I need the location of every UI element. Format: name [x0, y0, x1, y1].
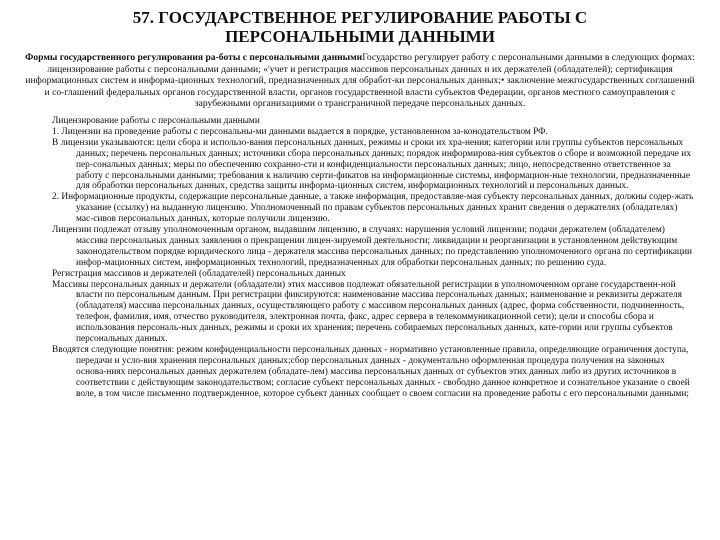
- intro-bold-lead: Формы государственного регулирования ра-боты с персональными данными: [25, 52, 363, 63]
- paragraph-info-products: 2. Информационные продукты, содержащие персональные данные, а также информация, предоставляе-мая субъекту персональных данных, должны содер-жать указание (ссылку) на выданную лицензию. Уполномоченный по правам субъектов персональных данных хранит сведения о держателях (обладателях) мас-сивов персональных данных, которые получили лицензию.: [52, 192, 694, 225]
- body-text: [52, 116, 696, 400]
- paragraph-license-revocation: Лицензии подлежат отзыву уполномоченным органом, выдавшим лицензию, в случаях: нарушения условий лицензии; подачи держателем (обладателем) массива персональных данных заявления о прекращении лицен-зируемой деятельности; ликвидации и реорганизации в установленном действующим законодательством порядке юридического лица - держателя массива персональных данных; по представлению уполномоченного органа по сертификации инфор-мационных систем, информационных технологий, предназначенных для обработки персональных данных; по решению суда.: [52, 225, 692, 268]
- paragraph-definitions: Вводятся следующие понятия: режим конфиденциальности персональных данных - нормативно установленные правила, определяющие ограничения доступа, передачи и усло-вия хранения персональных данных;сбор персональных данных - документально оформленная процедура получения на законных основа-ниях персональных данных держателем (обладате-лем) массива персональных данных от субъектов этих данных либо из других источников в соответствии с действующим законодательством; согласие субъект персональных данных - свободно данное конкретное и сознательное указание о своей воле, в том числе письменно подтвержденное, которое субъект данных сообщает о своем согласии на проведение работы с его персональными данными;: [52, 345, 690, 399]
- section-heading-licensing: Лицензирование работы с персональными данными: [52, 115, 260, 126]
- section-heading-registration: Регистрация массивов и держателей (обладателей) персональных данных: [52, 268, 346, 279]
- paragraph-registration: Массивы персональных данных и держатели (обладатели) этих массивов подлежат обязательной регистрации в уполномоченном органе государственн-ной власти по персональным данным. При регистрации фиксируются: наименование массива персональных данных; наименование и реквизиты держателя (обладателя) массива персональных данных, осуществляющего работу с массивом персональных данных (адрес, форма собственности, подчиненность, телефон, фамилия, имя, отчество руководителя, электронная почта, факс, адрес сервера в телекоммуникационной сети); цели и способы сбора и использования персональ-ных данных, режимы и сроки их хранения; перечень собираемых персональных данных, кате-гории или группы субъектов персональных данных.: [52, 279, 685, 345]
- paragraph-license-issuance: 1. Лицензии на проведение работы с персональны-ми данными выдается в порядке, установленном за-конодательством РФ.: [52, 126, 548, 137]
- paragraph-license-contents: В лицензии указываются: цели сбора и использо-вания персональных данных, режимы и сроки их хра-нения; категории или группы субъектов персональных данных; перечень персональных данных; источники сбора персональных данных; порядок информирова-ния субъектов о сборе и возможной передаче их пер-сональных данных; меры по обеспечению сохранно-сти и конфиденциальности персональных данных; лицо, непосредственно ответственное за работу с персональными данными; требования к наличию серти-фикатов на информационные системы, информацион-ные технологии, предназначенные для обработки персональных данных, средства защиты информа-ционных систем, информационных технологий и персональных данных.: [52, 137, 692, 192]
- slide-title: 57. ГОСУДАРСТВЕННОЕ РЕГУЛИРОВАНИЕ РАБОТЫ С ПЕРСОНАЛЬНЫМИ ДАННЫМИ: [132, 8, 588, 46]
- intro-text: Государство регулирует работу с персональными данными в следующих формах: лицензирование работы с персональными данными; «'учет и регистрация массивов персональных данных и их держателей (обладателей); сертификация информационных систем и информа-ционных технологий, предназначенных для обработ-ки персональных данных;• заключение межгосударственных соглашений и со-глашений федеральных органов государственной власти, органов государственной власти субъектов Федерации, органов местного самоуправления с зарубежными организациями о трансграничной передаче персональных данных.: [25, 52, 695, 110]
- intro-paragraph: [22, 52, 698, 110]
